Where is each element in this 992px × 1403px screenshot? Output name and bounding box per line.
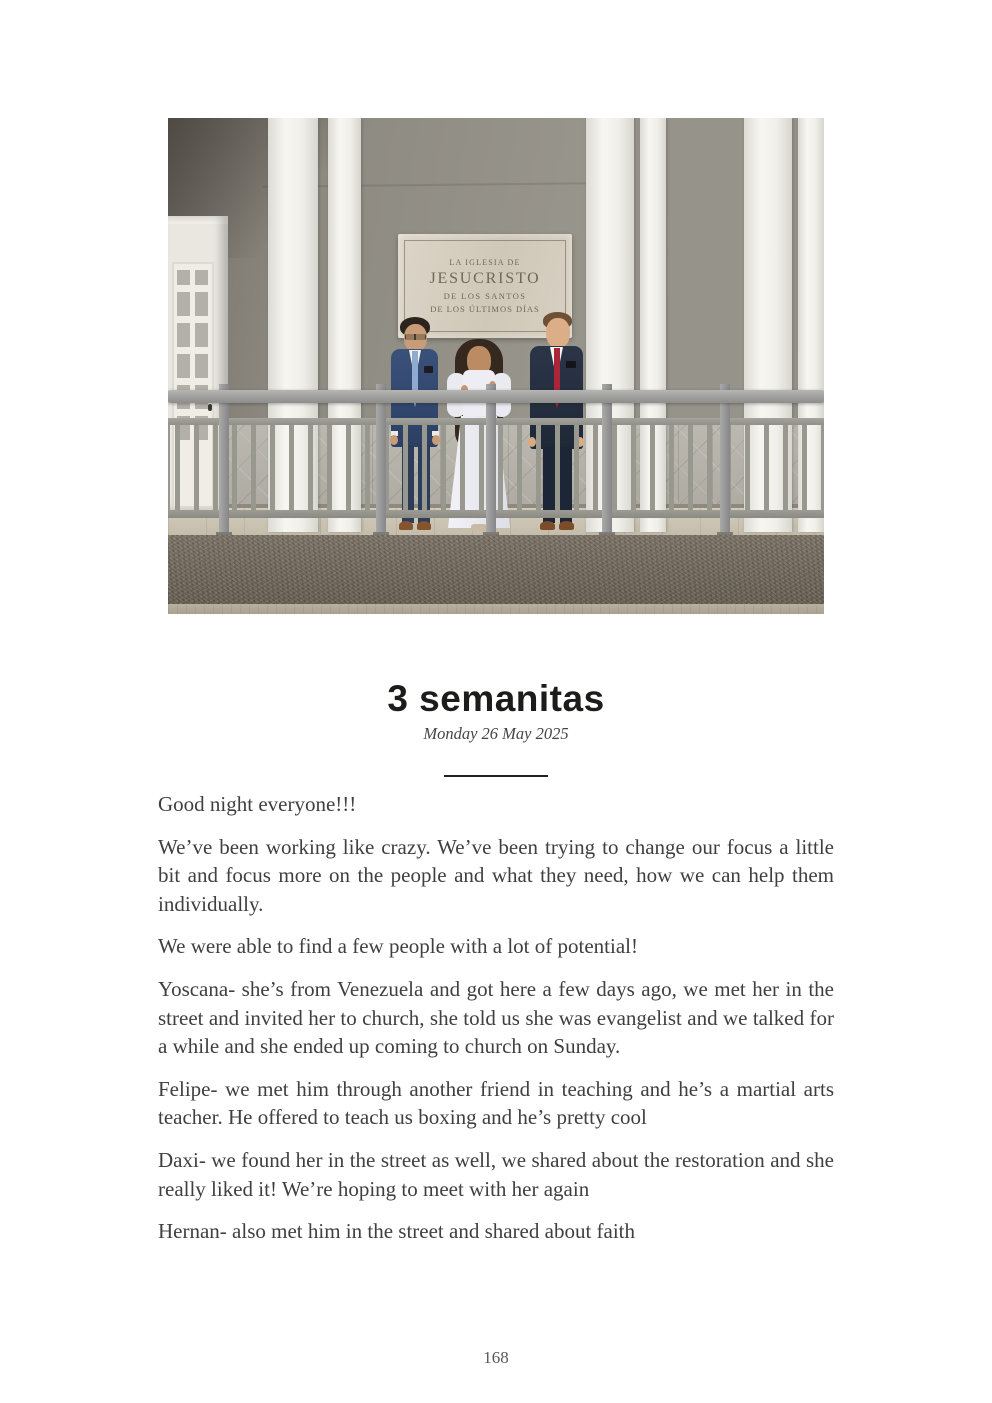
- concrete-curb: [168, 535, 824, 604]
- photo: [168, 118, 824, 614]
- paragraph: We’ve been working like crazy. We’ve been trying to change our focus a little bit and focus more on the people and what they need, how we can help them individually.: [158, 834, 834, 916]
- right-missionary-name-tag: [566, 361, 576, 368]
- section-divider: [444, 775, 548, 777]
- post-date: Monday 26 May 2025: [423, 724, 569, 743]
- paragraph: Daxi- we found her in the street as well, we shared about the restoration and she really liked it! We’re hoping to meet with her again: [158, 1147, 834, 1201]
- right-missionary-face: [546, 318, 570, 348]
- concrete-curb-edge: [168, 604, 824, 614]
- post-title: 3 semanitas: [387, 678, 605, 719]
- paragraph: Felipe- we met him through another friend in teaching and he’s a martial arts teacher. He offered to teach us boxing and he’s pretty cool: [158, 1076, 834, 1130]
- plaque-line-4: DE LOS ÚLTIMOS DÍAS: [430, 304, 540, 314]
- paragraph: Yoscana- she’s from Venezuela and got here a few days ago, we met her in the street and invited her to church, she told us she was evangelist and we talked for a while and she ended up coming to church on Sunday.: [158, 976, 834, 1059]
- railing-top-rail: [168, 390, 824, 403]
- plaque-frame: [404, 240, 566, 332]
- plaque-line-1: LA IGLESIA DE: [449, 258, 521, 267]
- left-missionary-name-tag: [424, 366, 433, 373]
- paragraph: Good night everyone!!!: [158, 792, 357, 816]
- railing-posts: [168, 384, 824, 538]
- plaque-line-2: JESUCRISTO: [429, 270, 541, 287]
- paragraph: We were able to find a few people with a lot of potential!: [158, 934, 638, 959]
- plaque-line-3: DE LOS SANTOS: [443, 291, 527, 301]
- page-number: 168: [483, 1348, 509, 1367]
- post-body: [158, 790, 834, 1260]
- paragraph: Hernan- also met him in the street and shared about faith: [158, 1219, 636, 1244]
- left-missionary-glasses: [405, 334, 426, 340]
